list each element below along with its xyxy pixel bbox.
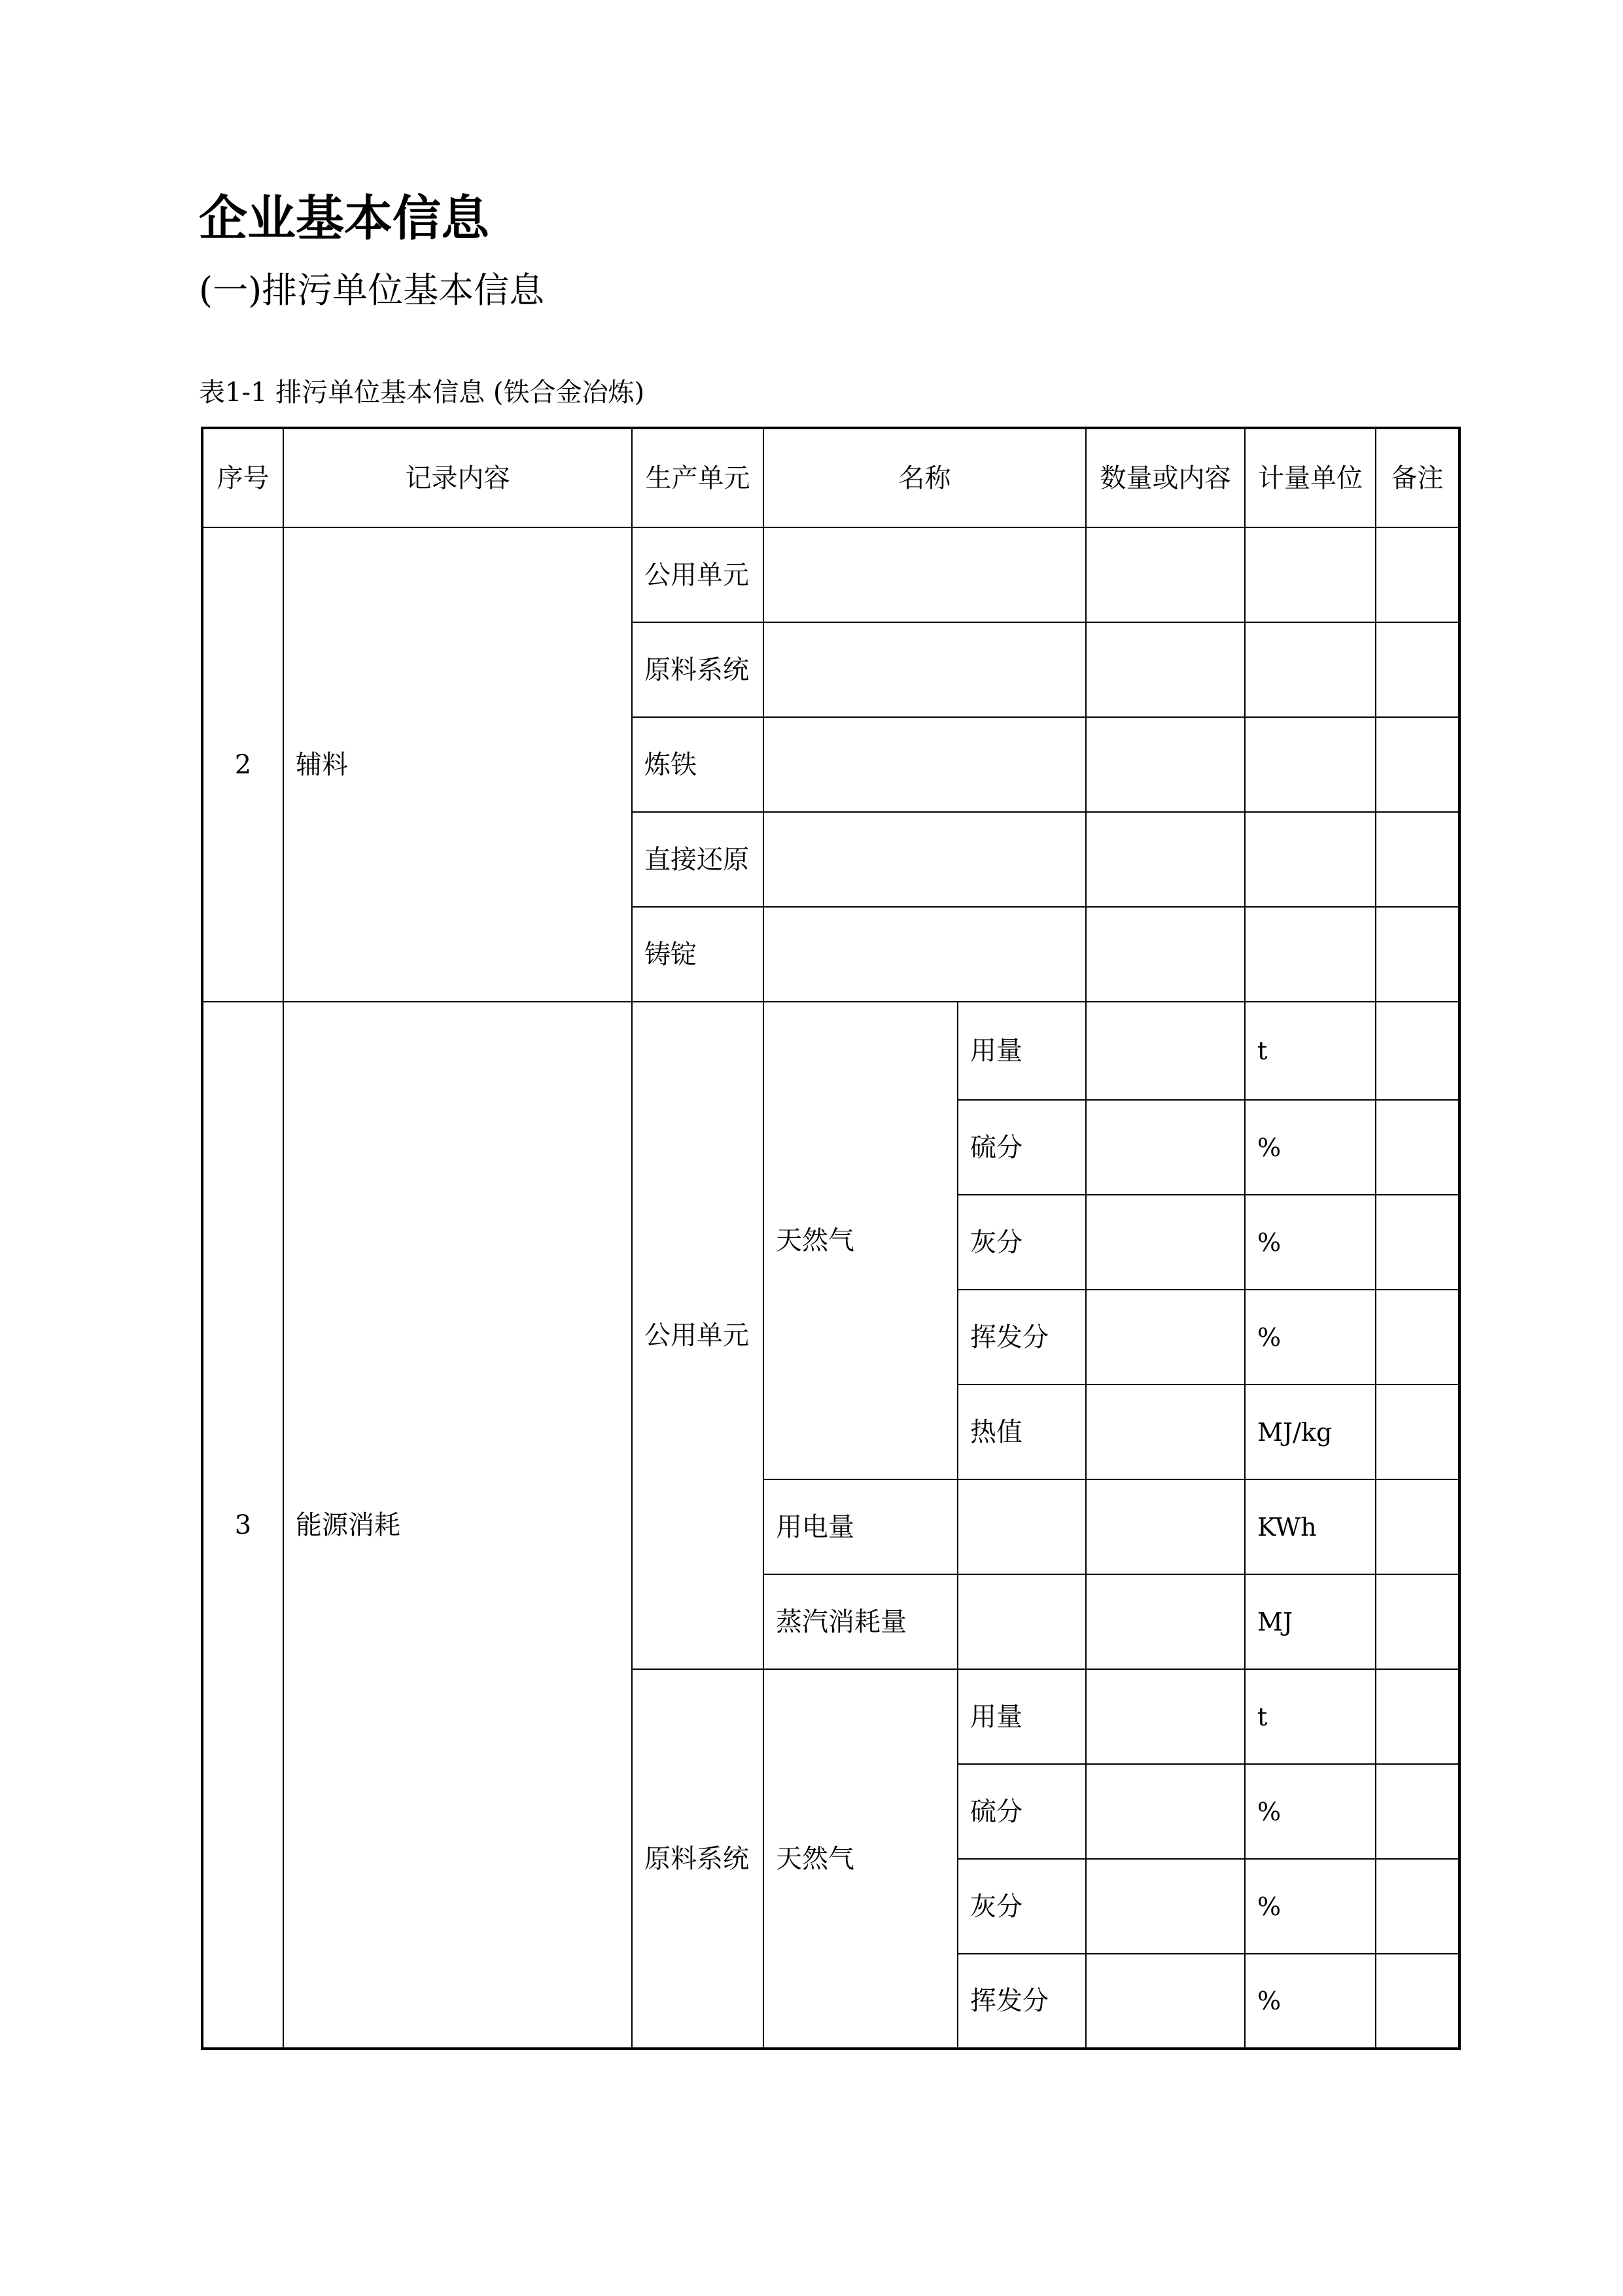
header-content: 记录内容 [283, 428, 632, 527]
table-row [202, 1002, 1459, 1100]
item-cell: 挥发分 [958, 1290, 1086, 1385]
quantity-cell [1086, 622, 1245, 717]
name-cell [763, 622, 1086, 717]
quantity-cell [1086, 1479, 1245, 1574]
item-cell: 挥发分 [958, 1954, 1086, 2049]
measure-cell [1245, 812, 1376, 907]
unit-cell: 炼铁 [632, 717, 763, 812]
unit-cell: 公用单元 [632, 527, 763, 622]
content-cell: 能源消耗 [283, 1002, 632, 2049]
unit-cell: 直接还原 [632, 812, 763, 907]
table-caption: 表1-1 排污单位基本信息 (铁合金冶炼) [199, 378, 645, 408]
header-name: 名称 [763, 428, 1086, 527]
quantity-cell [1086, 717, 1245, 812]
remark-cell [1376, 1574, 1459, 1669]
name-cell [763, 812, 1086, 907]
quantity-cell [1086, 1669, 1245, 1764]
measure-cell: % [1245, 1195, 1376, 1290]
name-cell [763, 527, 1086, 622]
measure-cell: MJ [1245, 1574, 1376, 1669]
document-title: 企业基本信息 [199, 190, 489, 247]
quantity-cell [1086, 1859, 1245, 1954]
quantity-cell [1086, 1195, 1245, 1290]
unit-cell: 公用单元 [632, 1002, 763, 1669]
seq-cell: 2 [202, 527, 283, 1002]
name-cell: 天然气 [763, 1669, 958, 2049]
section-subtitle: (一)排污单位基本信息 [199, 270, 545, 311]
item-cell: 硫分 [958, 1764, 1086, 1859]
item-cell: 用量 [958, 1669, 1086, 1764]
name-cell: 用电量 [763, 1479, 958, 1574]
seq-cell: 3 [202, 1002, 283, 2049]
measure-cell: % [1245, 1859, 1376, 1954]
quantity-cell [1086, 1764, 1245, 1859]
item-cell: 灰分 [958, 1859, 1086, 1954]
name-cell [763, 717, 1086, 812]
measure-cell [1245, 527, 1376, 622]
remark-cell [1376, 1100, 1459, 1195]
measure-cell: KWh [1245, 1479, 1376, 1574]
quantity-cell [1086, 1290, 1245, 1385]
header-remark: 备注 [1376, 428, 1459, 527]
measure-cell: % [1245, 1290, 1376, 1385]
measure-cell: t [1245, 1002, 1376, 1100]
measure-cell: MJ/kg [1245, 1385, 1376, 1479]
quantity-cell [1086, 1002, 1245, 1100]
remark-cell [1376, 1195, 1459, 1290]
header-row [202, 428, 1459, 527]
item-cell: 热值 [958, 1385, 1086, 1479]
quantity-cell [1086, 1574, 1245, 1669]
remark-cell [1376, 527, 1459, 622]
remark-cell [1376, 1385, 1459, 1479]
remark-cell [1376, 1002, 1459, 1100]
item-cell [958, 1479, 1086, 1574]
content-cell: 辅料 [283, 527, 632, 1002]
item-cell [958, 1574, 1086, 1669]
quantity-cell [1086, 527, 1245, 622]
remark-cell [1376, 1290, 1459, 1385]
remark-cell [1376, 1764, 1459, 1859]
quantity-cell [1086, 1385, 1245, 1479]
header-quantity: 数量或内容 [1086, 428, 1245, 527]
remark-cell [1376, 1669, 1459, 1764]
measure-cell [1245, 907, 1376, 1002]
measure-cell: t [1245, 1669, 1376, 1764]
measure-cell: % [1245, 1954, 1376, 2049]
info-table [201, 427, 1461, 2050]
name-cell [763, 907, 1086, 1002]
unit-cell: 原料系统 [632, 622, 763, 717]
quantity-cell [1086, 1100, 1245, 1195]
table-row [202, 527, 1459, 622]
quantity-cell [1086, 812, 1245, 907]
remark-cell [1376, 1859, 1459, 1954]
remark-cell [1376, 1954, 1459, 2049]
measure-cell: % [1245, 1764, 1376, 1859]
measure-cell [1245, 717, 1376, 812]
quantity-cell [1086, 907, 1245, 1002]
measure-cell: % [1245, 1100, 1376, 1195]
name-cell: 天然气 [763, 1002, 958, 1479]
remark-cell [1376, 1479, 1459, 1574]
name-cell: 蒸汽消耗量 [763, 1574, 958, 1669]
remark-cell [1376, 622, 1459, 717]
remark-cell [1376, 907, 1459, 1002]
item-cell: 硫分 [958, 1100, 1086, 1195]
header-seq: 序号 [202, 428, 283, 527]
header-unit: 生产单元 [632, 428, 763, 527]
item-cell: 灰分 [958, 1195, 1086, 1290]
quantity-cell [1086, 1954, 1245, 2049]
measure-cell [1245, 622, 1376, 717]
item-cell: 用量 [958, 1002, 1086, 1100]
unit-cell: 原料系统 [632, 1669, 763, 2049]
unit-cell: 铸锭 [632, 907, 763, 1002]
remark-cell [1376, 812, 1459, 907]
header-measure: 计量单位 [1245, 428, 1376, 527]
remark-cell [1376, 717, 1459, 812]
